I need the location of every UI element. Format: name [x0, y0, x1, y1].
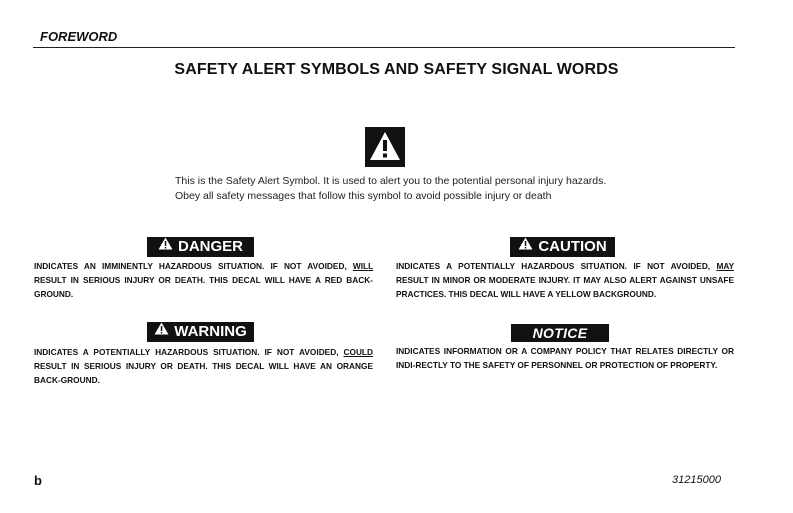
danger-text-before: INDICATES AN IMMINENTLY HAZARDOUS SITUATION. IF NOT AVOIDED,	[34, 261, 353, 271]
section-header: FOREWORD	[40, 29, 118, 44]
page-letter: b	[34, 473, 42, 488]
danger-description	[34, 259, 373, 301]
notice-description: INDICATES INFORMATION OR A COMPANY POLICY THAT RELATES DIRECTLY OR INDI-RECTLY TO THE SAFETY OF PERSONNEL OR PROTECTION OF PROPERTY.	[396, 346, 734, 370]
caution-text-before: INDICATES A POTENTIALLY HAZARDOUS SITUATION. IF NOT AVOIDED,	[396, 261, 717, 271]
notice-label: NOTICE	[532, 325, 588, 341]
warning-text-before: INDICATES A POTENTIALLY HAZARDOUS SITUATION. IF NOT AVOIDED,	[34, 347, 344, 357]
danger-emphasis: WILL	[352, 261, 373, 271]
warning-badge	[147, 322, 254, 342]
caution-label: CAUTION	[538, 238, 607, 255]
warning-description	[34, 345, 373, 387]
alert-triangle-icon	[154, 321, 169, 341]
danger-badge	[147, 237, 254, 257]
intro-text: This is the Safety Alert Symbol. It is used to alert you to the potential personal injury hazards. Obey all safety messages that follow this symbol to avoid possible injury or death	[175, 175, 607, 202]
header-rule	[33, 47, 735, 48]
caution-emphasis: MAY	[716, 261, 734, 271]
warning-label: WARNING	[174, 323, 247, 340]
document-number: 31215000	[672, 474, 721, 486]
notice-badge	[511, 324, 609, 342]
alert-triangle-icon	[158, 236, 173, 256]
alert-triangle-icon	[518, 236, 533, 256]
warning-text-after: RESULT IN SERIOUS INJURY OR DEATH. THIS DECAL WILL HAVE AN ORANGE BACK-GROUND.	[34, 361, 373, 385]
caution-badge	[510, 237, 615, 257]
caution-description	[396, 259, 734, 301]
caution-text-after: RESULT IN MINOR OR MODERATE INJURY. IT MAY ALSO ALERT AGAINST UNSAFE PRACTICES. THIS DECAL WILL HAVE A YELLOW BACKGROUND.	[396, 275, 734, 299]
page-title: SAFETY ALERT SYMBOLS AND SAFETY SIGNAL WORDS	[174, 61, 619, 78]
danger-label: DANGER	[177, 238, 243, 255]
safety-alert-triangle-icon	[365, 127, 405, 167]
warning-emphasis: COULD	[343, 347, 373, 357]
danger-text-after: RESULT IN SERIOUS INJURY OR DEATH. THIS DECAL WILL HAVE A RED BACK-GROUND.	[34, 275, 373, 299]
